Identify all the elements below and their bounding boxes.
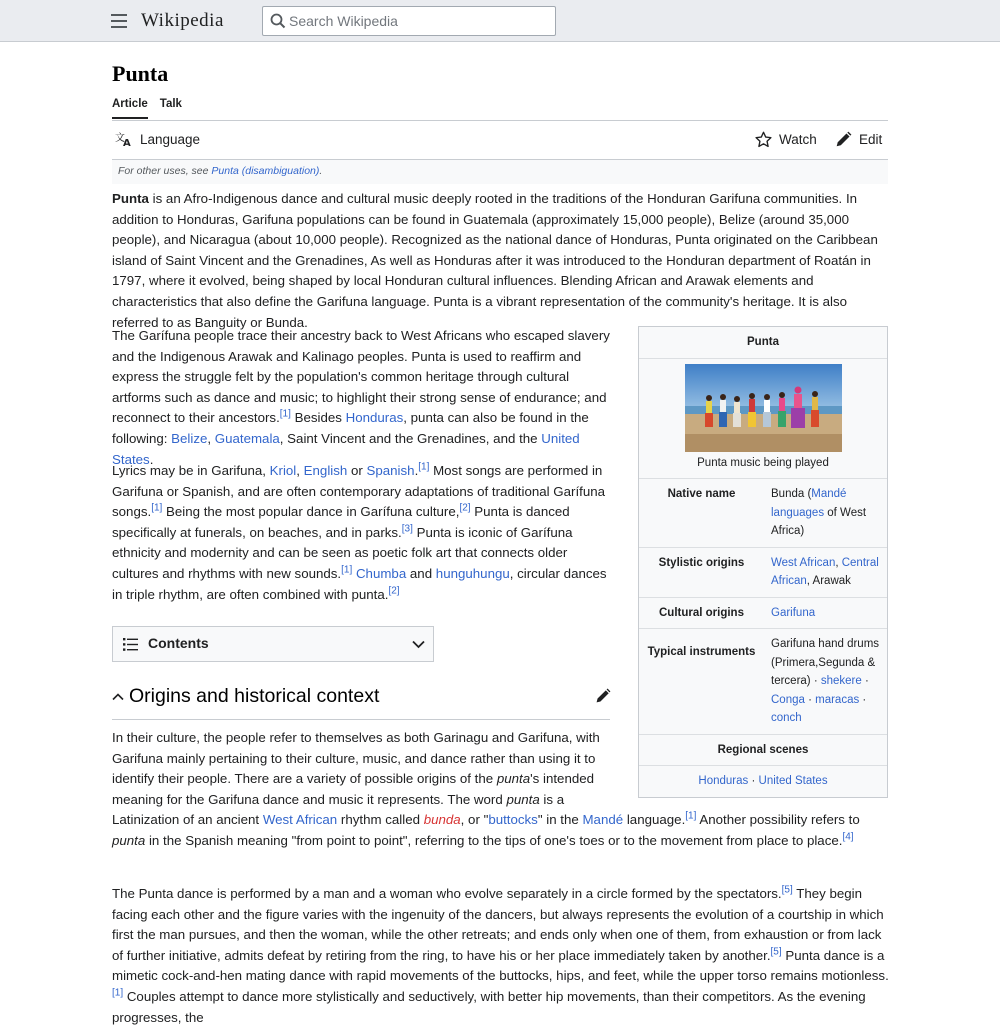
- reference-link[interactable]: [5]: [770, 946, 782, 958]
- edit-button[interactable]: [835, 131, 882, 148]
- link-shekere[interactable]: shekere: [820, 675, 862, 687]
- list-icon: [123, 637, 138, 652]
- hatnote: For other uses, see Punta (disambiguation).: [112, 159, 888, 184]
- paragraph-lyrics: Lyrics may be in Garifuna, Kriol, English or Spanish.[1] Most songs are performed in Garifuna or Spanish, and are often contemporary adaptations of traditional Garífuna songs.[1] Being the most popular dance in Garífuna culture,[2] Punta is danced specifically at funerals, on beaches, and in parks.[3] Punta is iconic of Garífuna ethnicity and modernity and can be seen as poetic folk art that connects older cultures and rhythms with new sounds.[1] Chumba and hunguhungu, circular dances in triple rhythm, are often combined with punta.[2]: [112, 461, 607, 602]
- reference-link[interactable]: [1]: [418, 461, 430, 473]
- infobox-caption: Punta music being played: [697, 456, 829, 469]
- link-guatemala[interactable]: Guatemala: [214, 430, 280, 446]
- reference-link[interactable]: [1]: [341, 564, 353, 576]
- tab-article[interactable]: Article: [112, 98, 148, 119]
- link-west-african[interactable]: West African: [262, 812, 338, 828]
- reference-link[interactable]: [3]: [401, 523, 413, 535]
- link-west-african-music[interactable]: West African: [771, 556, 836, 569]
- link-bunda[interactable]: bunda: [423, 812, 461, 828]
- search-input[interactable]: [289, 10, 549, 32]
- section-title: Origins and historical context: [129, 685, 380, 707]
- edit-section-pencil-icon[interactable]: [595, 688, 611, 704]
- lead-paragraph: Punta is an Afro-Indigenous dance and cultural music deeply rooted in the traditions of the Honduran Garifuna communities. In addition to Honduras, Garifuna populations can be found in Guatemala (approximately 15,000 people), Belize (around 35,000 people), and Nicaragua (about 10,000 people). Recognized as the national dance of Honduras, Punta originated on the Caribbean island of Saint Vincent and the Grenadines, As well as Honduras after it was introduced to the Honduran department of Roatán in 1797, where it evolved, being shaped by local Honduran cultural influences. Blending African and Arawak elements and characteristics that also define the Garifuna language. Punta is a vibrant representation of the community's heritage. It is also referred to as Banguity or Bunda.: [112, 191, 878, 330]
- reference-link[interactable]: [1]: [151, 502, 163, 514]
- link-central-african[interactable]: Central African: [771, 556, 879, 587]
- link-honduras-scene[interactable]: Honduras: [698, 775, 749, 787]
- infobox: [638, 326, 888, 798]
- reference-link[interactable]: [2]: [459, 502, 471, 514]
- link-honduras[interactable]: Honduras: [345, 410, 404, 426]
- link-united-states[interactable]: United States: [112, 430, 580, 467]
- reference-link[interactable]: [1]: [112, 987, 124, 999]
- chevron-down-icon: [412, 640, 425, 649]
- link-mande-languages[interactable]: Mandé languages: [771, 488, 847, 519]
- svg-text:文: 文: [115, 133, 125, 144]
- language-button[interactable]: [115, 131, 200, 147]
- svg-text:A: A: [123, 138, 131, 149]
- infobox-regional-scenes: Honduras · United States: [698, 775, 828, 787]
- reference-link[interactable]: [1]: [685, 810, 697, 822]
- link-conch[interactable]: conch: [771, 712, 802, 724]
- link-chumba[interactable]: Chumba: [355, 565, 407, 581]
- main-menu-icon[interactable]: [111, 14, 127, 28]
- link-united-states-scene[interactable]: United States: [758, 775, 828, 787]
- link-conga[interactable]: Conga: [771, 693, 805, 706]
- link-kriol[interactable]: Kriol: [269, 463, 297, 478]
- link-hunguhungu[interactable]: hunguhungu: [435, 565, 510, 581]
- infobox-row-stylistic-origins: Stylistic origins West African, Central African, Arawak: [639, 548, 887, 598]
- reference-link[interactable]: [2]: [388, 585, 400, 597]
- chevron-up-icon: [112, 692, 124, 701]
- infobox-image: [639, 359, 887, 480]
- paragraph-dance: The Punta dance is performed by a man and a woman who evolve separately in a circle formed by the spectators.[5] They begin facing each other and the figure varies with the ingenuity of the dancers, but always represents the evolution of a courtship in which first the man pursues, and then the woman, while the other retreats; and ends only when one of them, from exhaustion or from lack of further initiative, admits defeat by retiring from the ring, to have his or her place immediately taken by another.[5] Punta dance is a mimetic cock-and-hen mating dance with rapid movements of the buttocks, hips, and feet, while the upper torso remains motionless.[1] Couples attempt to dance more stylistically and seductively, with better hip movements, than their competitors. As the evening progresses, the: [112, 884, 889, 1025]
- infobox-regional-heading: Regional scenes: [639, 735, 887, 767]
- section-heading-origins[interactable]: [112, 682, 610, 720]
- infobox-title: Punta: [639, 327, 887, 359]
- reference-link[interactable]: [5]: [781, 884, 793, 896]
- link-mande[interactable]: Mandé: [582, 812, 624, 828]
- link-maracas[interactable]: maracas: [815, 693, 860, 706]
- paragraph-ancestry: The Garífuna people trace their ancestry back to West Africans who escaped slavery and the Indigenous Arawak and Kalinago peoples. Punta is used to reaffirm and express the struggle felt by the population's common heritage through cultural artforms such as dance and music; to highlight their strong sense of endurance; and reconnect to their ancestors.[1] Besides Honduras, punta can also be found in the following: Belize, Guatemala, Saint Vincent and the Grenadines, and the United States.: [112, 328, 610, 467]
- watch-label: Watch: [779, 132, 817, 147]
- search-icon: [270, 13, 286, 29]
- page-actions-bar: [112, 121, 888, 159]
- infobox-row-instruments: Typical instruments Garifuna hand drums (Primera,Segunda & tercera) · shekere · Conga · maracas · conch: [639, 629, 887, 735]
- link-english[interactable]: English: [303, 463, 348, 478]
- page-title: Punta: [112, 61, 169, 86]
- link-spanish[interactable]: Spanish: [366, 463, 415, 478]
- paragraph-origins: In their culture, the people refer to themselves as both Garinagu and Garifuna, with Garifuna mainly pertaining to their culture, music, and dance rather than using it to identify their people. There are a variety of possible origins of the punta's intended meaning for the Garifuna dance and music it represents. The word punta is a Latinization of an ancient West African rhythm called bunda, or "buttocks" in the Mandé language.[1] Another possibility refers to punta in the Spanish meaning "from point to point", referring to the tips of one's toes or to the movement from place to place.[4]: [112, 730, 860, 848]
- infobox-row-native-name: Native name Bunda (Mandé languages of West Africa): [639, 479, 887, 548]
- language-label: Language: [140, 131, 201, 147]
- search-box[interactable]: [262, 6, 556, 36]
- edit-label: Edit: [859, 132, 883, 147]
- punta-dancers-photo[interactable]: [685, 364, 842, 452]
- tab-talk[interactable]: Talk: [159, 98, 182, 110]
- wikipedia-wordmark[interactable]: Wikipedia: [141, 10, 224, 31]
- disambiguation-link[interactable]: Punta (disambiguation): [211, 165, 320, 177]
- star-icon: [755, 131, 772, 148]
- watch-button[interactable]: [755, 131, 817, 148]
- namespace-tabs: [112, 98, 182, 119]
- contents-title: Contents: [148, 635, 209, 651]
- header-bar: [0, 0, 1000, 42]
- pencil-icon: [835, 131, 852, 148]
- reference-link[interactable]: [1]: [279, 408, 291, 420]
- reference-link[interactable]: [4]: [842, 831, 854, 843]
- contents-toggle[interactable]: [112, 626, 434, 662]
- infobox-row-cultural-origins: Cultural origins Garifuna: [639, 598, 887, 630]
- link-buttocks[interactable]: buttocks: [488, 812, 538, 828]
- link-garifuna[interactable]: Garifuna: [771, 606, 816, 619]
- translate-icon: [115, 131, 133, 147]
- link-belize[interactable]: Belize: [171, 430, 208, 446]
